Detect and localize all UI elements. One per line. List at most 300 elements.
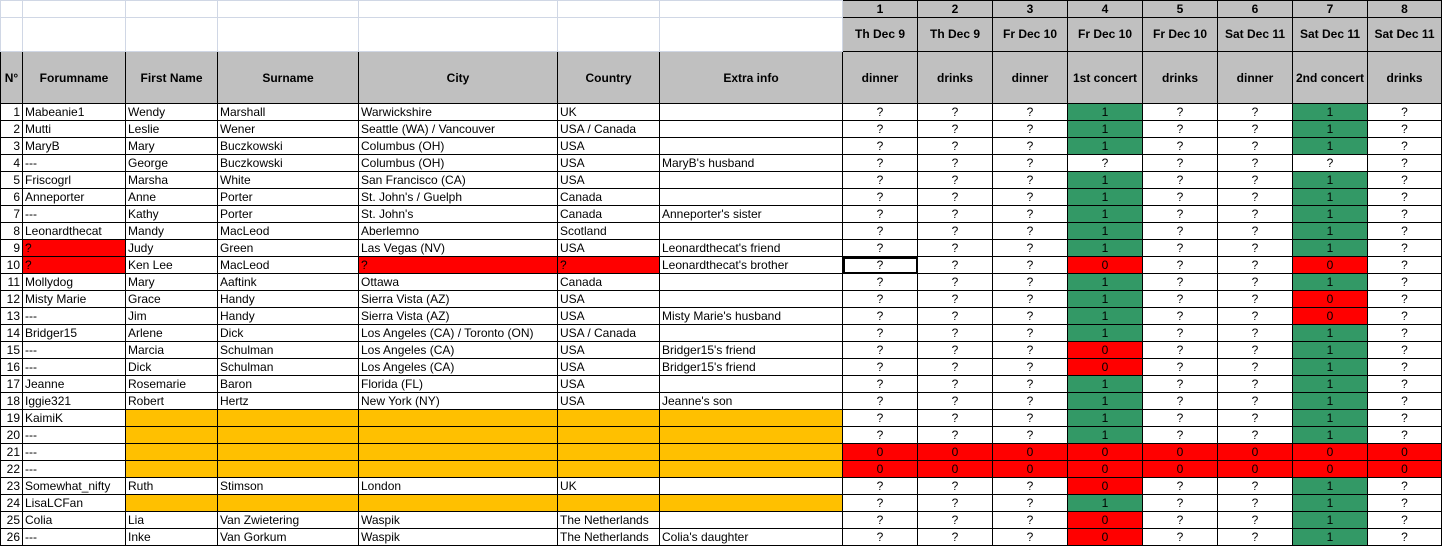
event-attendance-cell[interactable]: ? [1368,376,1442,393]
forumname-cell[interactable]: ? [23,240,126,257]
event-attendance-cell[interactable]: 1 [1293,223,1368,240]
event-attendance-cell[interactable]: ? [1368,223,1442,240]
event-attendance-cell[interactable]: ? [1218,155,1293,172]
event-attendance-cell[interactable]: 1 [1293,172,1368,189]
forumname-cell[interactable]: Iggie321 [23,393,126,410]
event-date-cell[interactable]: Fr Dec 10 [1143,18,1218,52]
extra-info-cell[interactable] [660,376,843,393]
event-attendance-cell[interactable]: 1 [1293,529,1368,546]
event-attendance-cell[interactable]: ? [1218,325,1293,342]
event-attendance-cell[interactable]: ? [1218,342,1293,359]
event-attendance-cell[interactable]: ? [1143,121,1218,138]
event-attendance-cell[interactable]: ? [993,308,1068,325]
extra-info-cell[interactable] [660,410,843,427]
extra-info-cell[interactable] [660,444,843,461]
event-attendance-cell[interactable]: ? [843,410,918,427]
row-number-cell[interactable]: 2 [1,121,23,138]
event-attendance-cell[interactable]: ? [918,376,993,393]
blank-cell[interactable] [126,1,218,18]
event-attendance-cell[interactable]: ? [843,376,918,393]
extra-info-cell[interactable] [660,512,843,529]
country-cell[interactable] [558,495,660,512]
event-attendance-cell[interactable]: ? [843,121,918,138]
event-attendance-cell[interactable]: ? [1368,478,1442,495]
row-number-cell[interactable]: 9 [1,240,23,257]
event-attendance-cell[interactable]: ? [918,240,993,257]
event-attendance-cell[interactable]: ? [1143,478,1218,495]
row-number-cell[interactable]: 7 [1,206,23,223]
event-attendance-cell[interactable]: ? [843,155,918,172]
row-number-cell[interactable]: 17 [1,376,23,393]
country-cell[interactable]: The Netherlands [558,512,660,529]
event-attendance-cell[interactable]: ? [1368,121,1442,138]
event-attendance-cell[interactable]: ? [1218,189,1293,206]
country-cell[interactable]: USA [558,240,660,257]
event-number-cell[interactable]: 3 [993,1,1068,18]
event-attendance-cell[interactable]: ? [1368,189,1442,206]
country-cell[interactable]: USA [558,172,660,189]
event-attendance-cell[interactable]: ? [843,495,918,512]
event-attendance-cell[interactable]: ? [1143,172,1218,189]
event-attendance-cell[interactable]: 1 [1293,189,1368,206]
event-attendance-cell[interactable]: 1 [1293,376,1368,393]
header-first-name[interactable]: First Name [126,52,218,104]
forumname-cell[interactable]: --- [23,359,126,376]
country-cell[interactable]: ? [558,257,660,274]
surname-cell[interactable]: Porter [218,189,359,206]
event-attendance-cell[interactable]: ? [1368,410,1442,427]
row-number-cell[interactable]: 13 [1,308,23,325]
event-attendance-cell[interactable]: ? [918,359,993,376]
event-attendance-cell[interactable]: ? [1218,529,1293,546]
event-attendance-cell[interactable]: ? [993,257,1068,274]
event-attendance-cell[interactable]: 0 [1068,359,1143,376]
event-attendance-cell[interactable]: ? [993,342,1068,359]
blank-cell[interactable] [558,18,660,52]
country-cell[interactable]: Canada [558,189,660,206]
event-attendance-cell[interactable]: 1 [1293,325,1368,342]
country-cell[interactable]: UK [558,478,660,495]
forumname-cell[interactable]: Mollydog [23,274,126,291]
surname-cell[interactable]: Van Gorkum [218,529,359,546]
surname-cell[interactable]: Hertz [218,393,359,410]
city-cell[interactable]: Los Angeles (CA) / Toronto (ON) [359,325,558,342]
event-attendance-cell[interactable]: ? [993,427,1068,444]
first-name-cell[interactable]: Leslie [126,121,218,138]
forumname-cell[interactable]: LisaLCFan [23,495,126,512]
header-country[interactable]: Country [558,52,660,104]
forumname-cell[interactable]: Friscogrl [23,172,126,189]
row-number-cell[interactable]: 26 [1,529,23,546]
extra-info-cell[interactable]: Colia's daughter [660,529,843,546]
surname-cell[interactable]: Porter [218,206,359,223]
event-attendance-cell[interactable]: ? [1218,427,1293,444]
event-attendance-cell[interactable]: ? [918,512,993,529]
event-attendance-cell[interactable]: ? [1368,291,1442,308]
event-attendance-cell[interactable]: ? [918,155,993,172]
city-cell[interactable]: Aberlemno [359,223,558,240]
forumname-cell[interactable]: --- [23,308,126,325]
event-attendance-cell[interactable]: ? [1143,427,1218,444]
event-attendance-cell[interactable]: ? [918,121,993,138]
city-cell[interactable]: Las Vegas (NV) [359,240,558,257]
surname-cell[interactable] [218,427,359,444]
event-attendance-cell[interactable]: ? [993,291,1068,308]
forumname-cell[interactable]: Colia [23,512,126,529]
event-attendance-cell[interactable]: 1 [1293,478,1368,495]
event-attendance-cell[interactable]: 1 [1293,121,1368,138]
event-attendance-cell[interactable]: 1 [1293,495,1368,512]
event-date-cell[interactable]: Fr Dec 10 [1068,18,1143,52]
event-attendance-cell[interactable]: 1 [1068,138,1143,155]
event-attendance-cell[interactable]: ? [1368,138,1442,155]
first-name-cell[interactable] [126,495,218,512]
city-cell[interactable]: San Francisco (CA) [359,172,558,189]
city-cell[interactable]: ? [359,257,558,274]
event-attendance-cell[interactable]: ? [1218,121,1293,138]
event-attendance-cell[interactable]: ? [1143,495,1218,512]
event-attendance-cell[interactable]: ? [843,206,918,223]
row-number-cell[interactable]: 8 [1,223,23,240]
event-attendance-cell[interactable]: 1 [1293,342,1368,359]
row-number-cell[interactable]: 1 [1,104,23,121]
event-attendance-cell[interactable]: ? [843,393,918,410]
event-attendance-cell[interactable]: ? [1218,240,1293,257]
surname-cell[interactable]: Handy [218,291,359,308]
event-attendance-cell[interactable]: ? [1218,138,1293,155]
header-event-label[interactable]: drinks [918,52,993,104]
forumname-cell[interactable]: --- [23,427,126,444]
event-attendance-cell[interactable]: ? [918,308,993,325]
forumname-cell[interactable]: --- [23,461,126,478]
event-attendance-cell[interactable]: ? [1143,189,1218,206]
surname-cell[interactable]: White [218,172,359,189]
extra-info-cell[interactable] [660,138,843,155]
row-number-cell[interactable]: 19 [1,410,23,427]
event-attendance-cell[interactable]: ? [843,104,918,121]
event-attendance-cell[interactable]: ? [1218,206,1293,223]
event-attendance-cell[interactable]: ? [1218,359,1293,376]
row-number-cell[interactable]: 18 [1,393,23,410]
event-attendance-cell[interactable]: 0 [1143,461,1218,478]
city-cell[interactable]: Warwickshire [359,104,558,121]
first-name-cell[interactable]: Arlene [126,325,218,342]
country-cell[interactable] [558,444,660,461]
extra-info-cell[interactable] [660,291,843,308]
event-attendance-cell[interactable]: ? [918,172,993,189]
extra-info-cell[interactable] [660,104,843,121]
event-attendance-cell[interactable]: 1 [1293,427,1368,444]
event-attendance-cell[interactable]: ? [1143,291,1218,308]
country-cell[interactable] [558,461,660,478]
city-cell[interactable]: Waspik [359,512,558,529]
event-attendance-cell[interactable]: 0 [1293,291,1368,308]
first-name-cell[interactable]: Grace [126,291,218,308]
extra-info-cell[interactable] [660,223,843,240]
country-cell[interactable] [558,410,660,427]
surname-cell[interactable]: Aaftink [218,274,359,291]
event-attendance-cell[interactable]: ? [1143,376,1218,393]
blank-cell[interactable] [1,18,23,52]
event-attendance-cell[interactable]: ? [918,410,993,427]
header-extra-info[interactable]: Extra info [660,52,843,104]
event-attendance-cell[interactable]: 0 [1368,461,1442,478]
event-attendance-cell[interactable]: ? [843,325,918,342]
city-cell[interactable]: St. John's [359,206,558,223]
first-name-cell[interactable] [126,427,218,444]
first-name-cell[interactable]: Wendy [126,104,218,121]
extra-info-cell[interactable]: Anneporter's sister [660,206,843,223]
country-cell[interactable]: USA [558,393,660,410]
event-attendance-cell[interactable]: 1 [1293,104,1368,121]
city-cell[interactable]: Florida (FL) [359,376,558,393]
event-attendance-cell[interactable]: 1 [1068,291,1143,308]
header-event-label[interactable]: dinner [993,52,1068,104]
surname-cell[interactable] [218,461,359,478]
extra-info-cell[interactable] [660,478,843,495]
event-attendance-cell[interactable]: 0 [1068,529,1143,546]
event-date-cell[interactable]: Sat Dec 11 [1368,18,1442,52]
header-event-label[interactable]: drinks [1143,52,1218,104]
extra-info-cell[interactable]: Leonardthecat's friend [660,240,843,257]
event-attendance-cell[interactable]: ? [993,325,1068,342]
event-attendance-cell[interactable]: 1 [1068,104,1143,121]
blank-cell[interactable] [660,1,843,18]
surname-cell[interactable]: Buczkowski [218,155,359,172]
extra-info-cell[interactable] [660,461,843,478]
forumname-cell[interactable]: Bridger15 [23,325,126,342]
event-attendance-cell[interactable]: ? [843,427,918,444]
event-attendance-cell[interactable]: ? [918,138,993,155]
event-attendance-cell[interactable]: ? [1143,308,1218,325]
event-attendance-cell[interactable]: ? [843,512,918,529]
event-attendance-cell[interactable]: 1 [1068,410,1143,427]
event-attendance-cell[interactable]: ? [918,257,993,274]
surname-cell[interactable]: Schulman [218,359,359,376]
country-cell[interactable]: Canada [558,206,660,223]
event-attendance-cell[interactable]: 1 [1293,274,1368,291]
event-attendance-cell[interactable]: 0 [843,461,918,478]
event-attendance-cell[interactable]: ? [1143,155,1218,172]
city-cell[interactable]: Ottawa [359,274,558,291]
city-cell[interactable] [359,461,558,478]
forumname-cell[interactable]: Misty Marie [23,291,126,308]
event-attendance-cell[interactable]: ? [918,291,993,308]
row-number-cell[interactable]: 12 [1,291,23,308]
event-attendance-cell[interactable]: ? [1143,138,1218,155]
event-attendance-cell[interactable]: ? [843,308,918,325]
event-attendance-cell[interactable]: ? [918,223,993,240]
forumname-cell[interactable]: --- [23,155,126,172]
row-number-cell[interactable]: 25 [1,512,23,529]
first-name-cell[interactable]: Marsha [126,172,218,189]
event-attendance-cell[interactable]: ? [1368,342,1442,359]
event-attendance-cell[interactable]: ? [843,359,918,376]
event-attendance-cell[interactable]: ? [918,495,993,512]
surname-cell[interactable]: MacLeod [218,223,359,240]
event-attendance-cell[interactable]: ? [1218,495,1293,512]
surname-cell[interactable]: Van Zwietering [218,512,359,529]
surname-cell[interactable] [218,444,359,461]
header-event-label[interactable]: dinner [1218,52,1293,104]
row-number-cell[interactable]: 23 [1,478,23,495]
event-attendance-cell[interactable]: ? [843,529,918,546]
surname-cell[interactable]: Dick [218,325,359,342]
event-attendance-cell[interactable]: ? [843,189,918,206]
surname-cell[interactable]: Handy [218,308,359,325]
city-cell[interactable]: Los Angeles (CA) [359,342,558,359]
event-attendance-cell[interactable]: ? [1368,240,1442,257]
blank-cell[interactable] [1,1,23,18]
event-attendance-cell[interactable]: ? [993,376,1068,393]
header-event-label[interactable]: drinks [1368,52,1442,104]
event-attendance-cell[interactable]: 0 [843,444,918,461]
event-attendance-cell[interactable]: 1 [1068,223,1143,240]
event-attendance-cell[interactable]: ? [993,206,1068,223]
surname-cell[interactable] [218,410,359,427]
event-attendance-cell[interactable]: ? [1143,359,1218,376]
event-attendance-cell[interactable]: ? [918,342,993,359]
event-attendance-cell[interactable]: ? [993,138,1068,155]
event-attendance-cell[interactable]: 0 [1068,512,1143,529]
header-event-label[interactable]: dinner [843,52,918,104]
first-name-cell[interactable]: Ruth [126,478,218,495]
event-attendance-cell[interactable]: ? [843,223,918,240]
event-attendance-cell[interactable]: ? [1368,325,1442,342]
extra-info-cell[interactable] [660,172,843,189]
extra-info-cell[interactable] [660,495,843,512]
event-attendance-cell[interactable]: ? [1143,274,1218,291]
row-number-cell[interactable]: 16 [1,359,23,376]
event-attendance-cell[interactable]: ? [993,410,1068,427]
row-number-cell[interactable]: 3 [1,138,23,155]
event-attendance-cell[interactable]: 1 [1068,308,1143,325]
blank-cell[interactable] [23,18,126,52]
country-cell[interactable]: USA [558,138,660,155]
event-attendance-cell[interactable]: ? [993,104,1068,121]
extra-info-cell[interactable]: Bridger15's friend [660,342,843,359]
header-surname[interactable]: Surname [218,52,359,104]
event-attendance-cell[interactable]: ? [1143,529,1218,546]
city-cell[interactable]: Seattle (WA) / Vancouver [359,121,558,138]
first-name-cell[interactable]: Ken Lee [126,257,218,274]
event-attendance-cell[interactable]: ? [1143,342,1218,359]
event-attendance-cell[interactable]: 1 [1293,393,1368,410]
event-attendance-cell[interactable]: ? [993,478,1068,495]
event-attendance-cell[interactable]: 0 [1368,444,1442,461]
event-attendance-cell[interactable]: ? [843,342,918,359]
event-attendance-cell[interactable]: ? [1368,308,1442,325]
event-attendance-cell[interactable]: ? [1218,223,1293,240]
event-attendance-cell[interactable]: 1 [1293,240,1368,257]
event-attendance-cell[interactable]: ? [843,291,918,308]
row-number-cell[interactable]: 6 [1,189,23,206]
first-name-cell[interactable]: Mary [126,138,218,155]
event-attendance-cell[interactable]: ? [1143,223,1218,240]
forumname-cell[interactable]: Mutti [23,121,126,138]
event-attendance-cell[interactable]: 1 [1293,359,1368,376]
event-attendance-cell[interactable]: 0 [918,461,993,478]
city-cell[interactable] [359,495,558,512]
event-attendance-cell[interactable]: 1 [1068,240,1143,257]
event-attendance-cell[interactable]: ? [1143,240,1218,257]
first-name-cell[interactable]: Robert [126,393,218,410]
country-cell[interactable]: Canada [558,274,660,291]
event-number-cell[interactable]: 2 [918,1,993,18]
event-attendance-cell[interactable]: ? [1368,529,1442,546]
first-name-cell[interactable]: Anne [126,189,218,206]
country-cell[interactable]: USA [558,155,660,172]
event-attendance-cell[interactable]: ? [993,240,1068,257]
forumname-cell[interactable]: ? [23,257,126,274]
event-attendance-cell[interactable]: 0 [1293,257,1368,274]
event-attendance-cell[interactable]: ? [1368,512,1442,529]
row-number-cell[interactable]: 20 [1,427,23,444]
event-date-cell[interactable]: Fr Dec 10 [993,18,1068,52]
event-attendance-cell[interactable]: ? [993,189,1068,206]
event-attendance-cell[interactable]: 1 [1068,325,1143,342]
event-attendance-cell[interactable]: 1 [1068,172,1143,189]
header-city[interactable]: City [359,52,558,104]
row-number-cell[interactable]: 5 [1,172,23,189]
event-number-cell[interactable]: 5 [1143,1,1218,18]
event-attendance-cell[interactable]: ? [1218,104,1293,121]
event-attendance-cell[interactable]: ? [1368,427,1442,444]
event-attendance-cell[interactable]: 0 [993,461,1068,478]
event-attendance-cell[interactable]: ? [843,172,918,189]
event-attendance-cell[interactable]: 0 [993,444,1068,461]
event-attendance-cell[interactable]: 0 [1218,444,1293,461]
event-attendance-cell[interactable]: ? [918,189,993,206]
event-attendance-cell[interactable]: ? [1218,172,1293,189]
country-cell[interactable]: USA / Canada [558,121,660,138]
event-attendance-cell[interactable]: ? [1368,274,1442,291]
country-cell[interactable]: USA / Canada [558,325,660,342]
event-attendance-cell[interactable]: ? [1368,104,1442,121]
event-attendance-cell[interactable]: ? [843,274,918,291]
city-cell[interactable] [359,427,558,444]
event-attendance-cell[interactable]: 0 [1068,257,1143,274]
blank-cell[interactable] [218,1,359,18]
event-attendance-cell[interactable]: ? [1218,376,1293,393]
city-cell[interactable]: Los Angeles (CA) [359,359,558,376]
event-attendance-cell[interactable]: ? [918,274,993,291]
event-attendance-cell[interactable]: ? [1143,206,1218,223]
event-number-cell[interactable]: 1 [843,1,918,18]
extra-info-cell[interactable]: Jeanne's son [660,393,843,410]
surname-cell[interactable]: Marshall [218,104,359,121]
city-cell[interactable]: Sierra Vista (AZ) [359,308,558,325]
event-number-cell[interactable]: 7 [1293,1,1368,18]
city-cell[interactable] [359,444,558,461]
event-attendance-cell[interactable]: ? [1368,495,1442,512]
blank-cell[interactable] [218,18,359,52]
forumname-cell[interactable]: Somewhat_nifty [23,478,126,495]
forumname-cell[interactable]: Anneporter [23,189,126,206]
event-attendance-cell[interactable]: ? [1143,325,1218,342]
country-cell[interactable]: Scotland [558,223,660,240]
surname-cell[interactable]: Stimson [218,478,359,495]
event-attendance-cell[interactable]: ? [993,359,1068,376]
row-number-cell[interactable]: 21 [1,444,23,461]
surname-cell[interactable]: Green [218,240,359,257]
country-cell[interactable]: USA [558,359,660,376]
blank-cell[interactable] [359,1,558,18]
event-attendance-cell[interactable]: ? [1143,393,1218,410]
event-attendance-cell[interactable]: ? [1218,308,1293,325]
event-number-cell[interactable]: 8 [1368,1,1442,18]
event-attendance-cell[interactable]: 0 [918,444,993,461]
